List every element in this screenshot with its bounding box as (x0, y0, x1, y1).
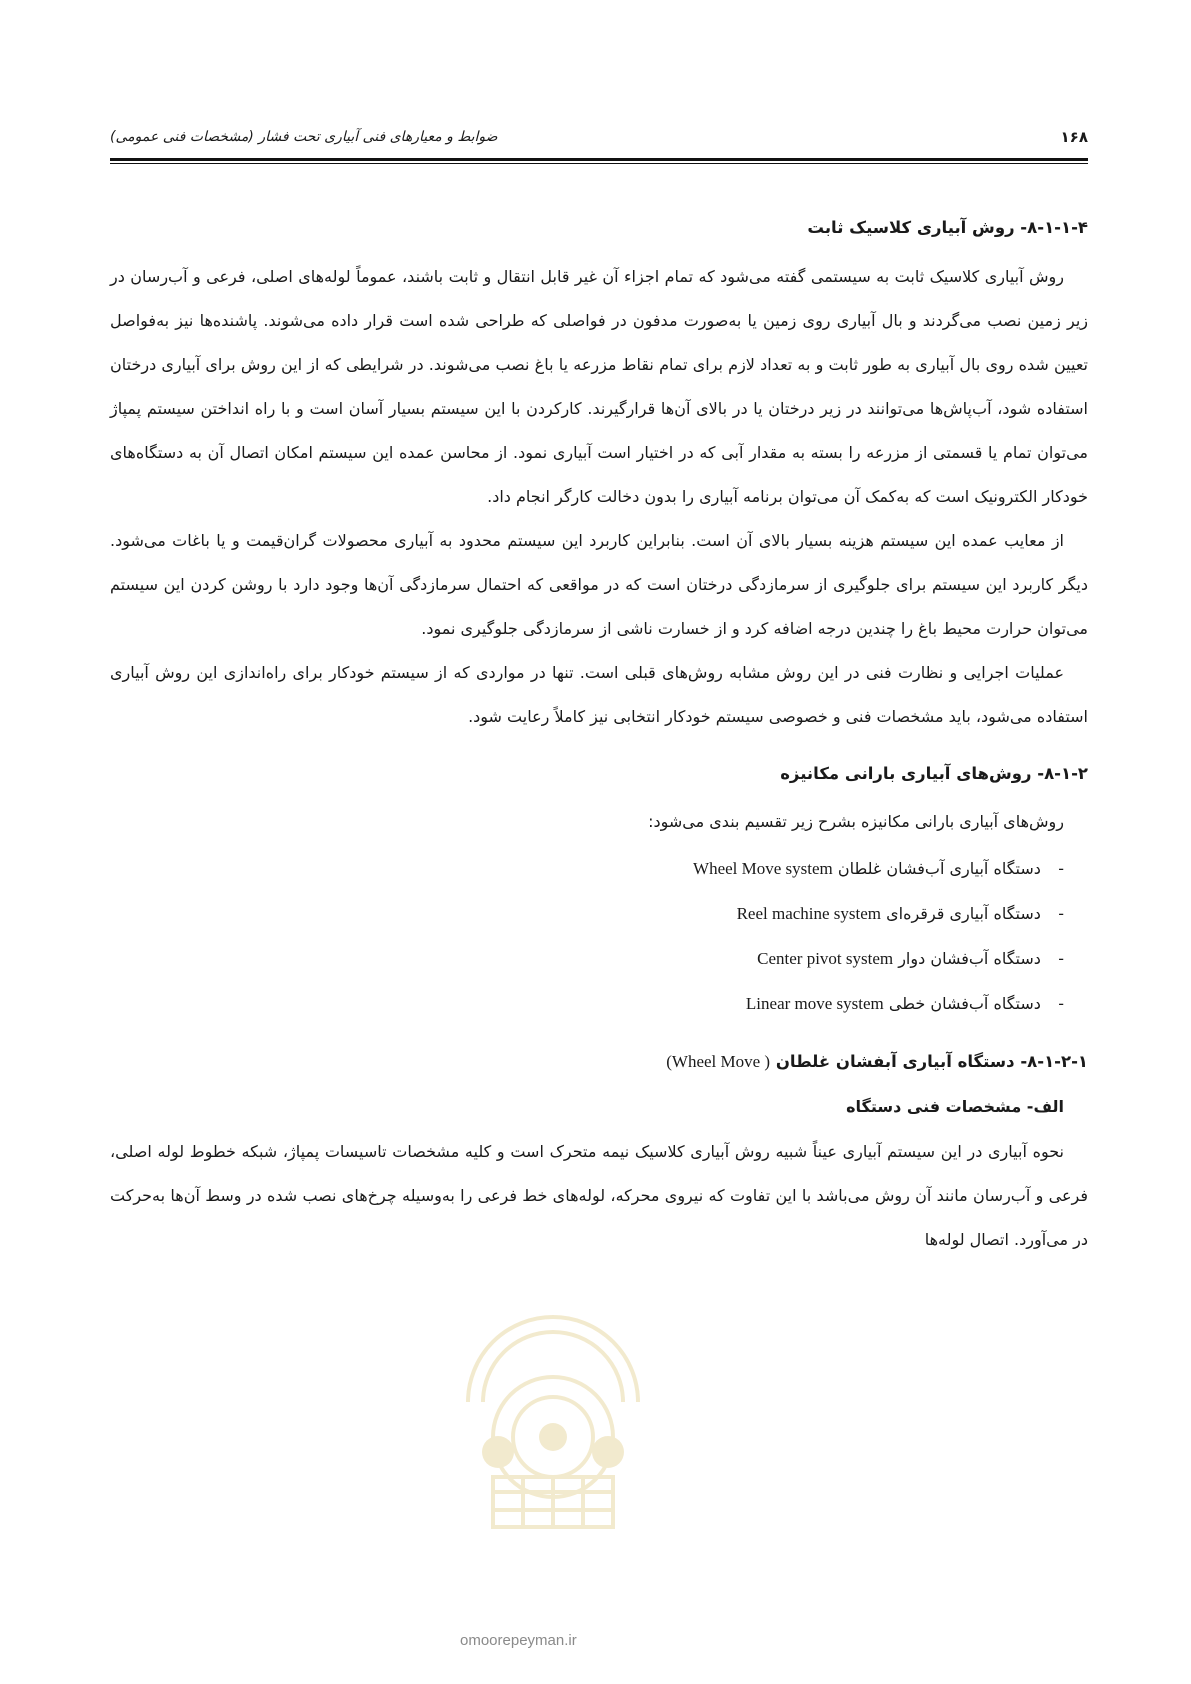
page-content (110, 215, 1088, 1262)
list-item-fa: دستگاه آب‌فشان خطی (888, 993, 1041, 1013)
list-item (110, 846, 1088, 891)
paragraph-wheel-move: نحوه آبیاری در این سیستم آبیاری عیناً شبیه روش آبیاری کلاسیک نیمه متحرک است و کلیه مشخصات تاسیسات پمپاژ، شبکه خطوط لوله اصلی، فرعی و آب‌رسان مانند آن روش می‌باشد با این تفاوت که نیروی محرکه، لوله‌های خط فرعی را به‌وسیله چرخ‌های نصب شده در وسط آن‌ها به‌حرکت در می‌آورد. اتصال لوله‌ها (110, 1142, 1088, 1250)
header-rule (110, 158, 1088, 164)
watermark-seal-icon (438, 1252, 668, 1542)
list-item (110, 936, 1088, 981)
list-bullet: - (1058, 858, 1064, 878)
site-watermark-text: omoorepeyman.ir (460, 1632, 577, 1649)
page-number: ۱۶۸ (1060, 128, 1088, 146)
list-item (110, 891, 1088, 936)
list-item-fa: دستگاه آب‌فشان دوار (898, 948, 1041, 968)
list-item (110, 981, 1088, 1026)
mechanized-intro: روش‌های آبیاری بارانی مکانیزه بشرح زیر تقسیم بندی می‌شود: (648, 811, 1064, 831)
wheel-move-title-fa: ۸-۱-۲-۱- دستگاه آبیاری آبفشان غلطان (775, 1051, 1088, 1071)
systems-list (110, 846, 1088, 1026)
section-heading-wheel-move (110, 1048, 1088, 1075)
list-item-en: Center pivot system (757, 948, 894, 968)
list-item-en: Reel machine system (736, 903, 882, 923)
list-item-en: Wheel Move system (693, 858, 833, 878)
paragraph-classic-fixed-1: روش آبیاری کلاسیک ثابت به سیستمی گفته می‌شود که تمام اجزاء آن غیر قابل انتقال و ثابت باشند، عموماً لوله‌های اصلی، فرعی و آب‌رسان در زیر زمین نصب می‌گردند و بال آبیاری روی زمین یا به‌صورت مدفون در فواصلی که طراحی شده است قرار داده می‌شوند. پاشنده‌ها نیز به‌فواصل تعیین شده روی بال آبیاری به طور ثابت و به تعداد لازم برای تمام نقاط مزرعه یا باغ نصب می‌شوند. در شرایطی که از این روش برای آبیاری درختان استفاده شود، آب‌پاش‌ها می‌توانند در زیر درختان یا در بالای آن‌ها قرارگیرند. کارکردن با این سیستم بسیار آسان است و با راه انداختن سیستم پمپاژ می‌توان تمام یا قسمتی از مزرعه را بسته به مقدار آبی که در اختیار است آبیاری نمود. از محاسن عمده این سیستم امکان اتصال آن به دستگاه‌های خودکار الکترونیک است که به‌کمک آن می‌توان برنامه آبیاری را بدون دخالت کارگر انجام داد. (110, 267, 1088, 507)
running-title: ضوابط و معیارهای فنی آبیاری تحت فشار (مشخصات فنی عمومی) (110, 129, 498, 145)
page-header (110, 128, 1088, 146)
list-item-en: Linear move system (745, 993, 884, 1013)
list-bullet: - (1058, 903, 1064, 923)
list-item-fa: دستگاه آبیاری آب‌فشان غلطان (837, 858, 1041, 878)
wheel-move-title-en: (Wheel Move ) (666, 1051, 771, 1071)
list-bullet: - (1058, 948, 1064, 968)
section-heading-classic-fixed: ۸-۱-۱-۴- روش آبیاری کلاسیک ثابت (807, 218, 1088, 237)
paragraph-classic-fixed-2: از معایب عمده این سیستم هزینه بسیار بالای آن است. بنابراین کاربرد این سیستم محدود به آبیاری محصولات گران‌قیمت و یا باغات می‌شود. دیگر کاربرد این سیستم برای جلوگیری از سرمازدگی درختان است که در مواقعی که احتمال سرمازدگی آن‌ها وجود دارد با روشن کردن این سیستم می‌توان حرارت محیط باغ را چندین درجه اضافه کرد و از خسارت ناشی از سرمازدگی جلوگیری نمود. (110, 531, 1088, 639)
subheading-technical-specs: الف- مشخصات فنی دستگاه (846, 1097, 1064, 1117)
section-heading-mechanized: ۸-۱-۲- روش‌های آبیاری بارانی مکانیزه (780, 764, 1088, 784)
list-item-fa: دستگاه آبیاری قرقره‌ای (886, 903, 1041, 923)
paragraph-classic-fixed-3: عملیات اجرایی و نظارت فنی در این روش مشابه روش‌های قبلی است. تنها در مواردی که از سیستم خودکار برای راه‌اندازی این روش آبیاری استفاده می‌شود، باید مشخصات فنی و خصوصی سیستم خودکار انتخابی نیز کاملاً رعایت شود. (110, 663, 1088, 727)
list-bullet: - (1058, 993, 1064, 1013)
